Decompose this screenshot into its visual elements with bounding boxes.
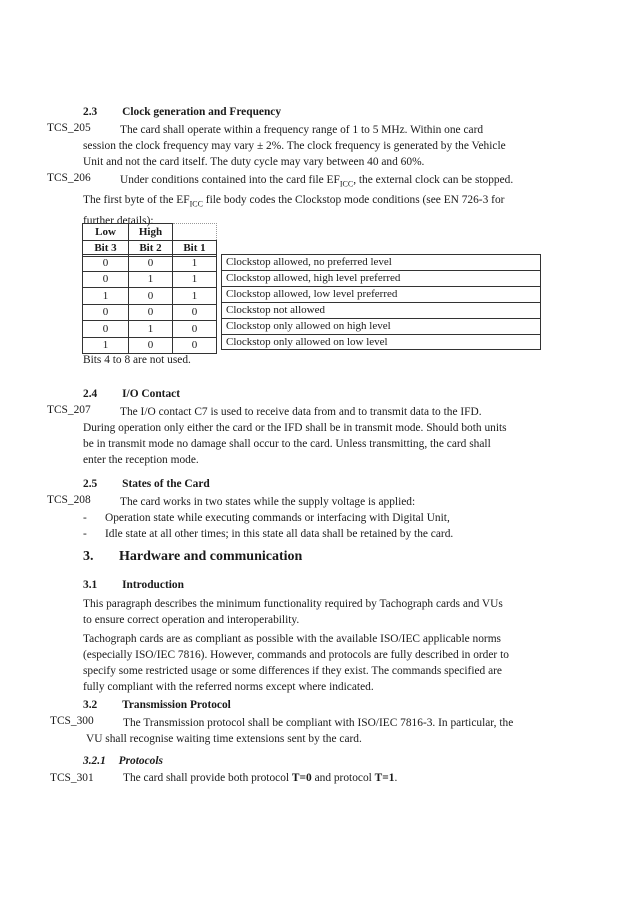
text-span: . xyxy=(394,772,398,784)
table-row xyxy=(83,288,217,305)
section-3-2-heading xyxy=(83,699,231,711)
column-header: Bit 1 xyxy=(173,240,217,257)
tcs206-text xyxy=(83,172,546,229)
requirement-id: TCS_206 xyxy=(47,172,91,184)
requirement-id: TCS_301 xyxy=(50,772,94,784)
bit-cell: 0 xyxy=(129,304,173,321)
clockstop-table xyxy=(82,223,217,257)
bit-cell: 1 xyxy=(129,271,173,288)
section-number: 2.4 xyxy=(83,388,98,400)
bullet-text: Idle state at all other times; in this state all data shall be retained by the card. xyxy=(105,528,454,540)
bit-cell: 0 xyxy=(83,271,129,288)
tcs208-text xyxy=(83,494,546,542)
text-line: Tachograph cards are as compliant as possible with the available ISO/IEC applicable norms xyxy=(83,633,501,645)
intro-paragraph-2 xyxy=(83,631,546,695)
text-line xyxy=(83,192,546,212)
section-title: Transmission Protocol xyxy=(122,699,231,711)
protocol-t0: T=0 xyxy=(291,772,312,784)
text-line: further details): xyxy=(83,214,154,227)
text-line: The Transmission protocol shall be compliant with ISO/IEC 7816-3. In particular, the xyxy=(123,717,514,729)
table-row xyxy=(83,271,217,288)
text-line: The I/O contact C7 is used to receive data from and to transmit data to the IFD. xyxy=(120,406,482,418)
bit-cell: 0 xyxy=(173,337,217,354)
section-title: Introduction xyxy=(122,579,184,591)
section-title: Protocols xyxy=(118,755,163,767)
column-header: Low xyxy=(83,224,129,241)
section-number: 3.1 xyxy=(83,579,98,591)
section-2-3-heading xyxy=(83,106,281,118)
subscript: ICC xyxy=(339,179,354,189)
text-span: The card shall provide both protocol xyxy=(123,772,292,784)
clockstop-bit-values xyxy=(82,254,217,354)
bit-cell: 0 xyxy=(129,337,173,354)
clockstop-description: Clockstop not allowed xyxy=(221,302,541,318)
text-line: VU shall recognise waiting time extensions sent by the card. xyxy=(86,733,362,745)
text-span: file body codes the Clockstop mode conditions (see EN 726-3 for xyxy=(202,194,505,207)
bullet-item xyxy=(83,526,546,542)
table-row xyxy=(83,304,217,321)
tcs207-text xyxy=(83,404,546,468)
text-line: specify some restricted usage or some differences if they exist. The commands specified are xyxy=(83,665,502,677)
text-line: (especially ISO/IEC 7816). However, commands and protocols are fully described in order to xyxy=(83,649,509,661)
table-note: Bits 4 to 8 are not used. xyxy=(83,354,191,366)
text-line: The card shall operate within a frequency range of 1 to 5 MHz. Within one card xyxy=(120,124,484,136)
tcs205-text xyxy=(83,122,546,170)
clockstop-description: Clockstop allowed, no preferred level xyxy=(221,254,541,270)
section-title: I/O Contact xyxy=(122,388,181,400)
text-line: Unit and not the card itself. The duty cycle may vary between 40 and 60%. xyxy=(83,156,425,168)
requirement-id: TCS_205 xyxy=(47,122,91,134)
text-span: Under conditions contained into the card file EF xyxy=(120,174,340,186)
bit-cell: 0 xyxy=(83,304,129,321)
table-row xyxy=(83,255,217,272)
column-header: Bit 2 xyxy=(129,240,173,257)
bit-cell: 0 xyxy=(173,321,217,338)
section-number: 2.3 xyxy=(83,106,98,118)
clockstop-description: Clockstop allowed, high level preferred xyxy=(221,270,541,286)
protocol-t1: T=1 xyxy=(374,772,395,784)
bullet-dash: - xyxy=(83,528,87,540)
column-header: High xyxy=(129,224,173,241)
bit-cell: 0 xyxy=(83,255,129,272)
bullet-text: Operation state while executing commands or interfacing with Digital Unit, xyxy=(105,512,450,524)
intro-paragraph-1 xyxy=(83,596,546,628)
text-line: enter the reception mode. xyxy=(83,454,199,466)
clockstop-description: Clockstop allowed, low level preferred xyxy=(221,286,541,302)
column-header: Bit 3 xyxy=(83,240,129,257)
section-2-4-heading xyxy=(83,388,180,400)
chapter-3-heading xyxy=(83,549,302,565)
text-line: The card works in two states while the supply voltage is applied: xyxy=(120,496,416,508)
bit-cell: 0 xyxy=(83,321,129,338)
text-line: This paragraph describes the minimum functionality required by Tachograph cards and VUs xyxy=(83,598,503,610)
text-line: session the clock frequency may vary ± 2%. The clock frequency is generated by the Vehicle xyxy=(83,140,506,152)
subscript: ICC xyxy=(189,199,203,209)
bit-cell: 1 xyxy=(173,271,217,288)
text-line: to ensure correct operation and interoperability. xyxy=(83,614,300,626)
bit-cell: 1 xyxy=(83,288,129,305)
section-number: 3.2 xyxy=(83,699,98,711)
bit-cell: 1 xyxy=(83,337,129,354)
text-span: The first byte of the EF xyxy=(83,194,190,207)
text-line: During operation only either the card or the IFD shall be in transmit mode. Should both units xyxy=(83,422,507,434)
section-number: 3. xyxy=(83,549,94,564)
section-3-2-1-heading xyxy=(83,755,163,767)
clockstop-description: Clockstop only allowed on high level xyxy=(221,318,541,334)
section-title: Hardware and communication xyxy=(119,549,303,564)
tcs301-text xyxy=(123,772,397,784)
text-span: , the external clock can be stopped. xyxy=(353,174,514,186)
bit-cell: 0 xyxy=(129,288,173,305)
bit-cell: 1 xyxy=(129,321,173,338)
requirement-id: TCS_207 xyxy=(47,404,91,416)
section-number: 2.5 xyxy=(83,478,98,490)
requirement-id: TCS_300 xyxy=(50,715,94,727)
column-header xyxy=(173,224,217,241)
text-span: and protocol xyxy=(311,772,375,784)
section-number: 3.2.1 xyxy=(83,755,106,767)
clockstop-description: Clockstop only allowed on low level xyxy=(221,334,541,350)
requirement-id: TCS_208 xyxy=(47,494,91,506)
bit-cell: 0 xyxy=(129,255,173,272)
section-title: States of the Card xyxy=(122,478,210,490)
table-row xyxy=(83,337,217,354)
bit-cell: 0 xyxy=(173,304,217,321)
text-line xyxy=(83,172,546,192)
text-line: be in transmit mode no damage shall occur to the card. Unless transmitting, the card shall xyxy=(83,438,491,450)
section-3-1-heading xyxy=(83,579,184,591)
section-2-5-heading xyxy=(83,478,210,490)
text-line: fully compliant with the referred norms except where indicated. xyxy=(83,681,374,693)
tcs300-text xyxy=(86,715,549,747)
bullet-dash: - xyxy=(83,512,87,524)
bullet-item xyxy=(83,510,546,526)
section-title: Clock generation and Frequency xyxy=(122,106,282,118)
table-row xyxy=(83,321,217,338)
clockstop-descriptions xyxy=(221,254,541,350)
bit-cell: 1 xyxy=(173,255,217,272)
bit-cell: 1 xyxy=(173,288,217,305)
